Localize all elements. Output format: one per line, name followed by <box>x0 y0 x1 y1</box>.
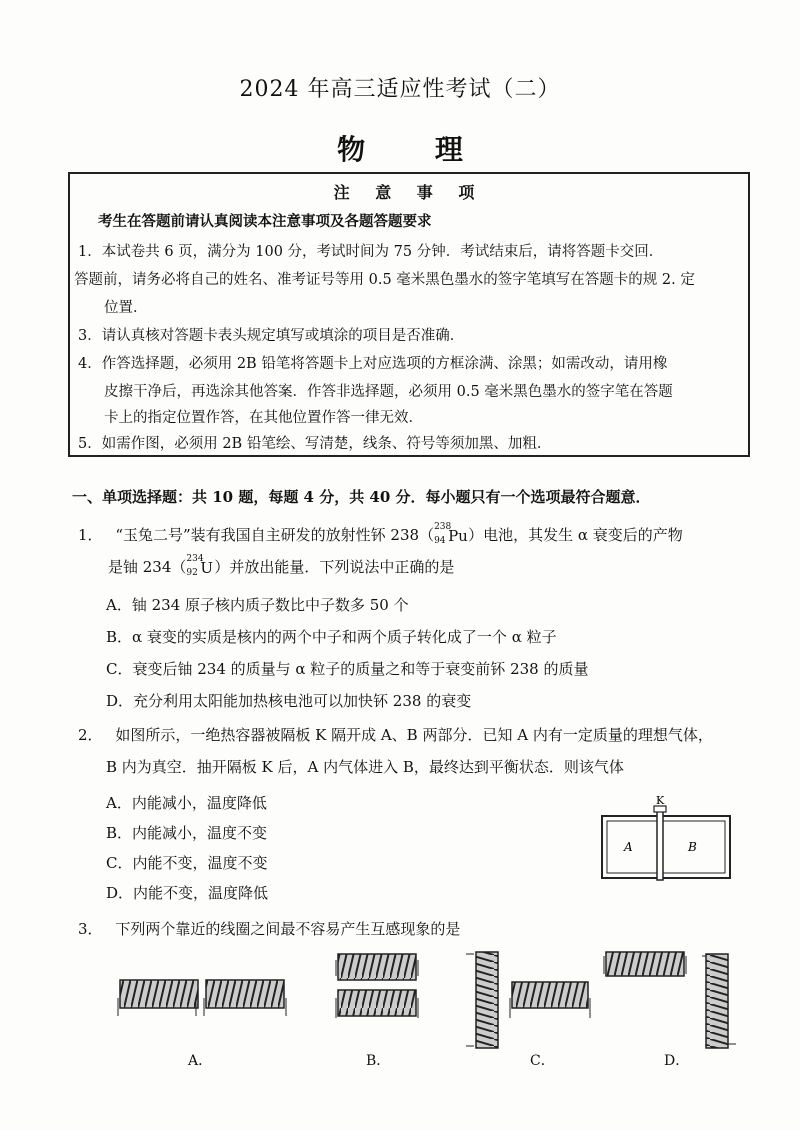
coil-option-c <box>466 952 590 1048</box>
question-number: 3． <box>78 920 103 938</box>
nuclide-u <box>186 554 214 578</box>
notice-item: 位置． <box>104 300 148 316</box>
notice-item: 卡上的指定位置作答，在其他位置作答一律无效． <box>104 410 423 426</box>
nuclide-pu <box>434 522 468 546</box>
exam-title: 2024 年高三适应性考试（二） <box>239 77 561 102</box>
notice-item: 答题前，请务必将自己的姓名、准考证号等用 0.5 毫米黑色墨水的签字笔填写在答题卡的规 2. 定 <box>74 272 695 288</box>
notice-intro: 考生在答题前请认真阅读本注意事项及各题答题要求 <box>98 213 432 230</box>
section-heading: 一、单项选择题：共 10 题，每题 4 分，共 40 分．每小题只有一个选项最符合题意． <box>72 488 651 506</box>
partition-k <box>657 808 663 880</box>
question-1-line2 <box>108 556 454 577</box>
coil-label-a: A． <box>188 1053 213 1069</box>
option-c: C．衰变后铀 234 的质量与 α 粒子的质量之和等于衰变前钚 238 的质量 <box>106 660 589 678</box>
option-a: A．内能减小，温度降低 <box>106 794 267 812</box>
question-text: ）电池，其发生 α 衰变后的产物 <box>468 526 683 544</box>
option-d: D．内能不变，温度降低 <box>106 884 269 902</box>
label-a: A <box>624 840 633 854</box>
notice-box <box>68 172 750 457</box>
mass-number: 234 <box>186 554 204 564</box>
atomic-number: 94 <box>434 536 446 546</box>
coil-label-b: B． <box>366 1053 391 1069</box>
subject-title: 物 理 <box>337 133 493 166</box>
question-3 <box>78 918 460 939</box>
option-b: B．内能减小，温度不变 <box>106 824 268 842</box>
question-number: 1． <box>78 526 103 544</box>
question-2 <box>78 724 713 745</box>
notice-item: 皮擦干净后，再选涂其他答案．作答非选择题，必须用 0.5 毫米黑色墨水的签字笔在答题 <box>104 384 673 400</box>
notice-heading: 注 意 事 项 <box>333 183 485 202</box>
option-a: A．铀 234 原子核内质子数比中子数多 50 个 <box>106 596 409 614</box>
element-symbol: Pu <box>448 527 468 545</box>
option-b: B．α 衰变的实质是核内的两个中子和两个质子转化成了一个 α 粒子 <box>106 628 557 646</box>
label-b: B <box>688 840 697 854</box>
question-text: 下列两个靠近的线圈之间最不容易产生互感现象的是 <box>115 920 461 938</box>
question-text: ）并放出能量．下列说法中正确的是 <box>214 558 455 576</box>
notice-item: 4．作答选择题，必须用 2B 铅笔将答题卡上对应选项的方框涂满、涂黑；如需改动，请用橡 <box>78 356 668 372</box>
question-number: 2． <box>78 726 103 744</box>
notice-item: 1．本试卷共 6 页，满分为 100 分，考试时间为 75 分钟．考试结束后，请将答题卡交回． <box>78 244 664 260</box>
question-1 <box>78 524 683 545</box>
coil-option-b <box>336 954 418 1018</box>
label-k: K <box>656 796 665 807</box>
container-diagram <box>596 796 736 888</box>
coil-label-c: C． <box>530 1053 555 1069</box>
coil-label-d: D． <box>664 1053 690 1069</box>
container-outer-wall <box>602 816 730 878</box>
mass-number: 238 <box>434 522 452 532</box>
question-2-line2: B 内为真空．抽开隔板 K 后，A 内气体进入 B，最终达到平衡状态．则该气体 <box>106 758 624 776</box>
question-text: 如图所示，一绝热容器被隔板 K 隔开成 A、B 两部分．已知 A 内有一定质量的理想气体， <box>115 726 713 744</box>
option-c: C．内能不变，温度不变 <box>106 854 268 872</box>
question-text: “玉兔二号”装有我国自主研发的放射性钚 238（ <box>115 526 435 544</box>
question-text: 是铀 234（ <box>108 558 187 576</box>
element-symbol: U <box>200 559 214 577</box>
option-d: D．充分利用太阳能加热核电池可以加快钚 238 的衰变 <box>106 692 472 710</box>
notice-item: 5．如需作图，必须用 2B 铅笔绘、写清楚，线条、符号等须加黑、加粗． <box>78 436 552 452</box>
notice-item: 3．请认真核对答题卡表头规定填写或填涂的项目是否准确． <box>78 328 465 344</box>
atomic-number: 92 <box>186 568 198 578</box>
coil-option-a <box>118 980 286 1016</box>
coil-option-d <box>604 952 736 1048</box>
